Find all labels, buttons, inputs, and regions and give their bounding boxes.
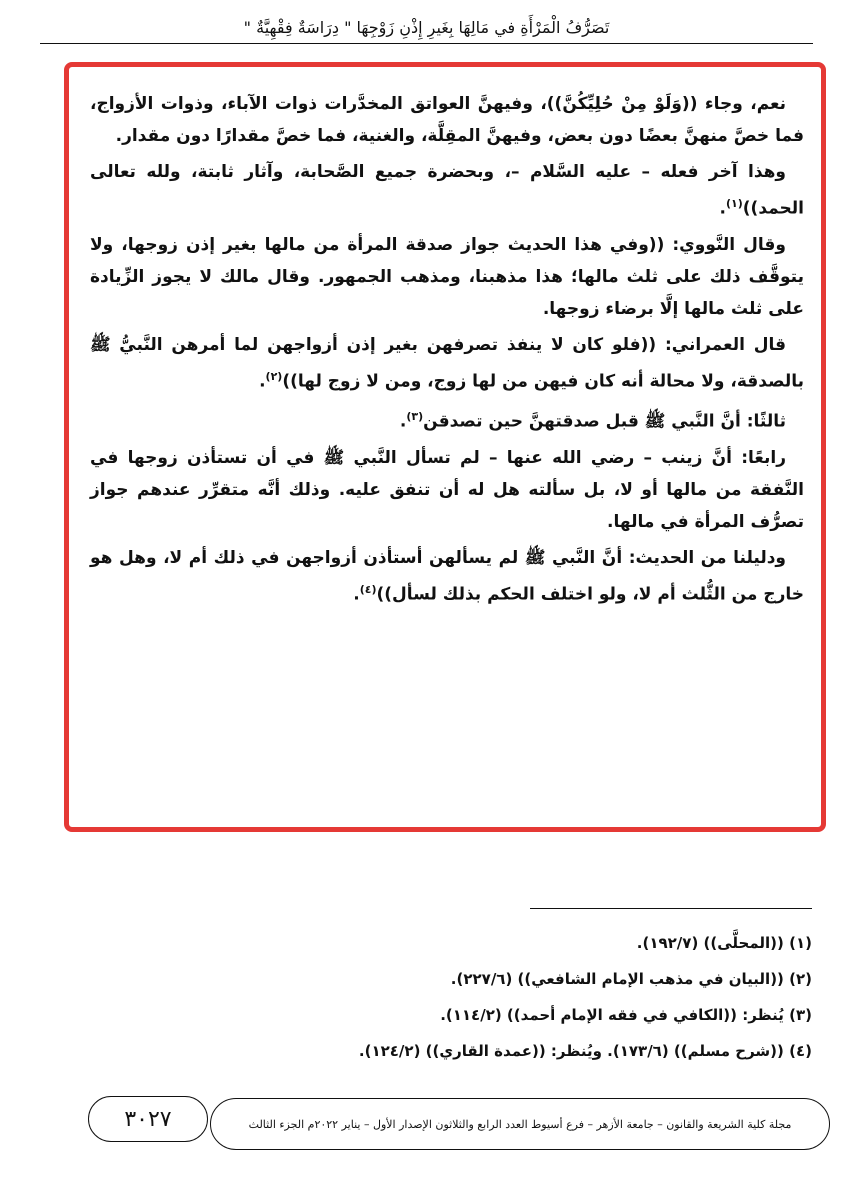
journal-citation-text: مجلة كلية الشريعة والقانون – جامعة الأزهر – فرع أسيوط العدد الرابع والثلاثون الإصدار الأول – يناير ٢٠٢٢م الجزء الثالث (248, 1117, 792, 1131)
journal-citation (210, 1098, 830, 1150)
paragraph-tail: . (399, 411, 407, 432)
paragraph-text: أنَّ النَّبي ﷺ قبل صدقتهنَّ حين تصدقن (423, 411, 747, 432)
paragraph-text: قال العمراني: ((فلو كان لا ينفذ تصرفهن بغير إذن أزواجهن لما أمرهن النَّبيُّ ﷺ بالصدقة، ولا محالة أنه كان فيهن من لها زوج، ومن لا زوج لها)) (90, 334, 804, 392)
footnote-ref[interactable]: (١) (726, 197, 743, 210)
running-header-title: تَصَرُّفُ الْمَرْأَةِ في مَالِهَا بِغَيرِ إِذْنِ زَوْجِهَا " دِرَاسَةٌ فِقْهِيَّةٌ " (243, 18, 610, 37)
page-footer (88, 1096, 830, 1154)
paragraph-text: نعم، وجاء ((وَلَوْ مِنْ حُلِيِّكُنَّ))، وفيهنَّ العواتق المخدَّرات ذوات الآباء، وذوات الأزواج، فما خصَّ منهنَّ بعضًا دون بعض، وفيهنَّ المقِلَّة، والغنية، فما خصَّ مقدارًا دون مقدار. (90, 94, 804, 146)
paragraph-text: ودليلنا من الحديث: أنَّ النَّبي ﷺ لم يسألهن أستأذن أزواجهن في ذلك أم لا، وهل هو خارج من الثُّلث أم لا، ولو اختلف الحكم بذلك لسأل)) (90, 547, 804, 605)
footnote-ref[interactable]: (٣) (406, 410, 424, 424)
footnote-item: (١) ((المحلَّى)) (١٩٢/٧). (636, 934, 812, 952)
footnotes (200, 925, 812, 1069)
paragraph (90, 329, 804, 398)
paragraph-tail: . (353, 584, 360, 605)
paragraph-tail: . (719, 198, 726, 219)
footnote-item: (٢) ((البيان في مذهب الإمام الشافعي)) (٢٢٧/٦). (450, 970, 812, 988)
body-text (90, 88, 804, 615)
paragraph-text: وقال النَّووي: ((وفي هذا الحديث جواز صدقة المرأة من مالها بغير إذن زوجها، ولا يتوقَّف ذلك على ثلث مالها؛ هذا مذهبنا، ومذهب الجمهور. وقال مالك لا يجوز الزِّيادة على ثلث مالها إلَّا برضاء زوجها. (90, 234, 804, 319)
footnote-divider (530, 908, 812, 909)
footnote-ref[interactable]: (٤) (359, 582, 377, 596)
footnote-item: (٤) ((شرح مسلم)) (١٧٣/٦). ويُنظر: ((عمدة القاري)) (١٢٤/٢). (358, 1042, 812, 1060)
paragraph-text: وهذا آخر فعله – عليه السَّلام –، وبحضرة جميع الصَّحابة، وآثار ثابتة، ولله تعالى الحمد)) (90, 162, 804, 219)
paragraph (90, 88, 804, 152)
paragraph (90, 542, 804, 611)
paragraph (90, 229, 804, 325)
running-header (40, 10, 813, 44)
paragraph-lead: رابعًا: (741, 447, 786, 468)
paragraph-lead: ثالثًا: (746, 411, 786, 432)
paragraph (90, 401, 804, 438)
paragraph-text: أنَّ زينب – رضي الله عنها – لم تسأل النَّبي ﷺ في أن تستأذن زوجها في النَّفقة من مالها أو لا، بل سألته هل له أن تنفق عليه. وذلك أنَّه متقرِّر عندهم جواز تصرُّف المرأة في مالها. (90, 447, 804, 532)
footnote-ref[interactable]: (٢) (265, 369, 283, 383)
page-number: ٣٠٢٧ (88, 1096, 208, 1142)
paragraph (90, 442, 804, 538)
footnote-item: (٣) يُنظر: ((الكافي في فقه الإمام أحمد)) (١١٤/٢). (440, 1006, 812, 1024)
paragraph (90, 156, 804, 225)
paragraph-tail: . (259, 371, 266, 392)
